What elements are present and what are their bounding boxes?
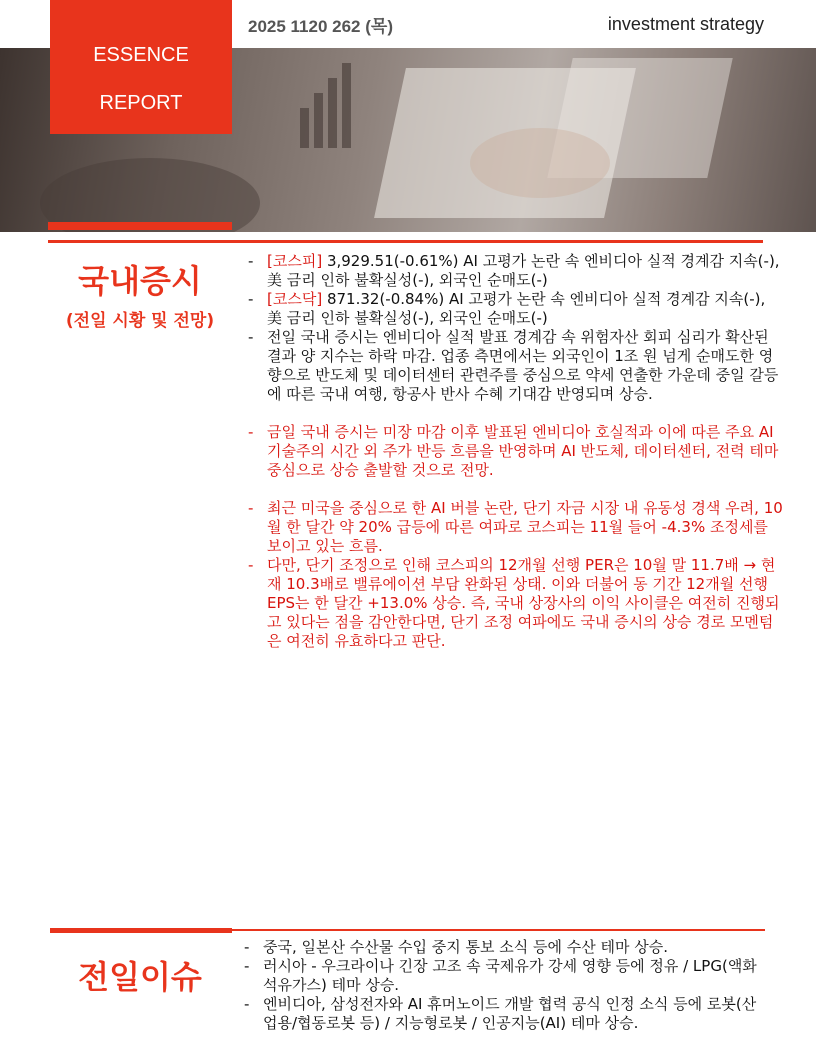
market-review-text: 전일 국내 증시는 엔비디아 실적 발표 경계감 속 위험자산 회피 심리가 확산된 결과 양 지수는 하락 마감. 업종 측면에서는 외국인이 1조 원 넘게 순매도한 영향으로 반도체 및 데이터센터 관련주를 중심으로 약세 연출한 가운데 중일 갈등에 따른 국내 여행, 항공사 반사 수혜 기대감 반영되며 상승. bbox=[267, 328, 779, 403]
badge-line-2: REPORT bbox=[99, 92, 183, 114]
section2-title-bar bbox=[50, 928, 232, 933]
issue-item: - 엔비디아, 삼성전자와 AI 휴머노이드 개발 협력 공식 인정 소식 등에 로봇(산업용/협동로봇 등) / 지능형로봇 / 인공지능(AI) 테마 상승. bbox=[240, 995, 760, 1033]
section1-divider bbox=[48, 240, 763, 243]
bullet-valuation bbox=[244, 556, 784, 651]
tag-kosdaq: [코스닥] bbox=[267, 290, 323, 308]
issue-item: - 러시아 - 우크라이나 긴장 고조 속 국제유가 강세 영향 등에 정유 / LPG(액화석유가스) 테마 상승. bbox=[240, 957, 760, 995]
section2-bullet-list bbox=[240, 938, 760, 1033]
essence-report-badge bbox=[50, 0, 232, 134]
outlook-text: 금일 국내 증시는 미장 마감 이후 발표된 엔비디아 호실적과 이에 따른 주요 AI 기술주의 시간 외 주가 반등 흐름을 반영하며 AI 반도체, 데이터센터, 전력 테마 중심으로 상승 출발할 것으로 전망. bbox=[267, 423, 779, 479]
banner-hand bbox=[470, 128, 610, 198]
kospi-text: 3,929.51(-0.61%) AI 고평가 논란 속 엔비디아 실적 경계감 지속(-), 美 금리 인하 불확실성(-), 외국인 순매도(-) bbox=[267, 252, 780, 289]
section1-title: 국내증시 bbox=[78, 262, 202, 300]
section1-title-bar bbox=[48, 222, 232, 230]
bullet-outlook bbox=[244, 423, 784, 480]
bullet-ai-bubble bbox=[244, 499, 784, 556]
section2-divider bbox=[232, 929, 765, 931]
tag-kospi: [코스피] bbox=[267, 252, 323, 270]
spacer bbox=[244, 404, 784, 423]
bullet-kospi bbox=[244, 252, 784, 290]
spacer bbox=[244, 480, 784, 499]
section2-title: 전일이슈 bbox=[78, 958, 202, 996]
bullet-kosdaq bbox=[244, 290, 784, 328]
kosdaq-text: 871.32(-0.84%) AI 고평가 논란 속 엔비디아 실적 경계감 지속(-), 美 금리 인하 불확실성(-), 외국인 순매도(-) bbox=[267, 290, 766, 327]
badge-line-1: ESSENCE bbox=[93, 44, 189, 66]
issue-item: - 중국, 일본산 수산물 수입 중지 통보 소식 등에 수산 테마 상승. bbox=[240, 938, 760, 957]
section1-bullet-list bbox=[244, 252, 784, 651]
bullet-market-review bbox=[244, 328, 784, 404]
valuation-text: 다만, 단기 조정으로 인해 코스피의 12개월 선행 PER은 10월 말 11.7배 → 현재 10.3배로 밸류에이션 부담 완화된 상태. 이와 더불어 동 기간 12개월 선행 EPS는 한 달간 +13.0% 상승. 즉, 국내 상장사의 이익 사이클은 여전히 진행되고 있다는 점을 감안한다면, 단기 조정 여파에도 국내 증시의 상승 경로 모멘텀은 여전히 유효하다고 판단. bbox=[267, 556, 780, 650]
section1-subtitle: (전일 시황 및 전망) bbox=[65, 311, 215, 331]
report-category: investment strategy bbox=[607, 14, 764, 34]
banner-arm bbox=[40, 158, 260, 232]
ai-bubble-text: 최근 미국을 중심으로 한 AI 버블 논란, 단기 자금 시장 내 유동성 경색 우려, 10월 한 달간 약 20% 급등에 따른 여파로 코스피는 11월 들어 -4.3% 조정세를 보이고 있는 흐름. bbox=[267, 499, 783, 555]
report-date: 2025 1120 262 (목) bbox=[248, 17, 393, 36]
